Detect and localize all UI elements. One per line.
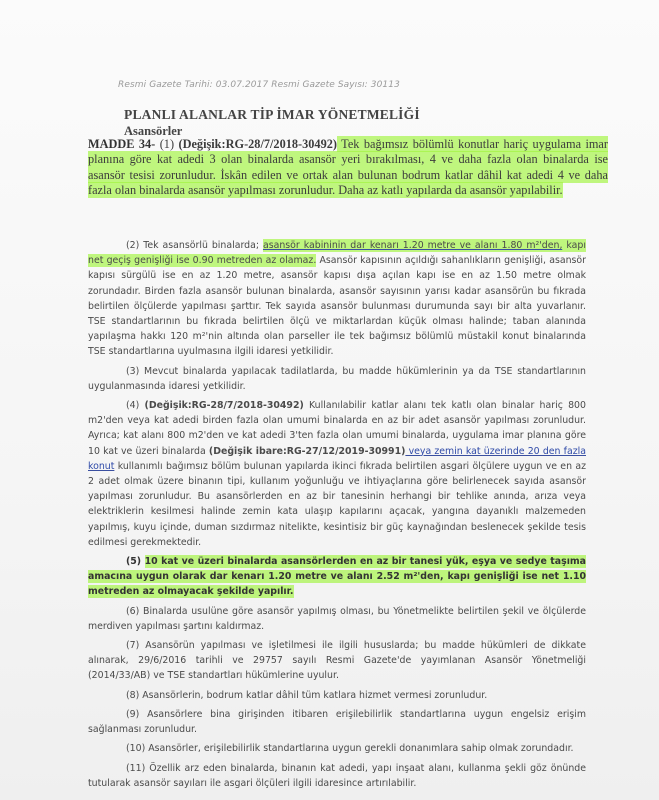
regulation-title: PLANLI ALANLAR TİP İMAR YÖNETMELİĞİ: [124, 107, 420, 122]
article-34-paragraph-1: [88, 137, 608, 199]
gazette-info: Resmi Gazete Tarihi: 03.07.2017 Resmi Gazete Sayısı: 30113: [118, 80, 400, 90]
amendment-note: (Değişik ibare:RG-27/12/2019-30991): [208, 445, 406, 457]
paragraph-5: (5) 10 kat ve üzeri binalarda asansörlerden en az bir tanesi yük, eşya ve sedye taşıma amacına uygun olarak dar kenarı 1.20 metre ve alanı 2.52 m²'den, kapı genişliği ise net 1.10 metreden az olmayacak şekilde yapılır.: [88, 556, 587, 598]
highlighted-text: Tek bağımsız bölümlü konutlar hariç uygulama imar planına göre kat adedi 3 olan binalarda asansör yeri bırakılması, 4 ve daha fazla olan binalarda ise asansör tesisi zorunludur. İskân edilen ve ortak alan bulunan bodrum katlar dâhil kat adedi 4 ve daha fazla olan binalarda asansör yapılması zorunludur. Daha az katlı yapılarda da asansör yapılabilir.: [88, 137, 608, 198]
article-label: MADDE 34-: [88, 137, 156, 151]
paragraph-9: (9) Asansörlere bina girişinden itibaren erişilebilirlik standartlarına uygun engelsiz erişim sağlanması zorunludur.: [88, 708, 586, 736]
paragraph-6: (6) Binalarda usulüne göre asansör yapılmış olması, bu Yönetmelikte belirtilen şekil ve ölçülerde merdiven yapılması şartını kaldırmaz.: [88, 605, 586, 632]
highlighted-text: kapı net geçiş genişliği ise 0.90 metreden az olamaz.: [88, 240, 586, 267]
paragraph-3: (3) Mevcut binalarda yapılacak tadilatlarda, bu madde hükümlerinin ya da TSE standartlarının uygulanmasında idaresi yetkilidir.: [88, 365, 586, 392]
paragraph-number: (1): [155, 137, 179, 151]
section-heading: Asansörler: [124, 124, 183, 138]
article-body: [88, 238, 586, 795]
amendment-note: (Değişik:RG-28/7/2018-30492): [178, 137, 337, 151]
amended-phrase: veya zemin kat üzerinde 20 den fazla konut: [88, 445, 586, 472]
paragraph-2: (2) Tek asansörlü binalarda; asansör kabininin dar kenarı 1.20 metre ve alanı 1.80 m²'den, kapı net geçiş genişliği ise 0.90 metreden az olamaz. Asansör kapısının açıldığı sahanlıkların genişliği, asansör kapısı sürgülü ise en az 1.20 metre, asansör kapısı dışa açılan kapı ise en az 1.50 metre olmak zorundadır. Birden fazla asansör bulunan binalarda, asansör sayısının yarısı kadar asansörün bu fıkrada belirtilen ölçülerde yapılması şarttır. Tek sayıda asansör bulunması durumunda sayı bir alta yuvarlanır. TSE standartlarının bu fıkrada belirtilen ölçü ve miktarlardan küçük olması halinde; taban alanında yapılaşma hakkı 120 m²'nin altında olan parseller ile tek bağımsız bölümlü müstakil konut binalarında TSE standartlarına uyulmasına ilgili idaresi yetkilidir.: [88, 240, 586, 358]
paragraph-4: (4) (Değişik:RG-28/7/2018-30492) Kullanılabilir katlar alanı tek katlı olan binalar hariç 800 m2'den veya kat adedi birden fazla olan umumi binalarda en az bir adet asansör yapılması zorunludur. Ayrıca; kat alanı 800 m2'den ve kat adedi 3'ten fazla olan umumi binalarda, uygulama imar planına göre 10 kat ve üzeri binalarda (Değişik ibare:RG-27/12/2019-30991) veya zemin kat üzerinde 20 den fazla konut kullanımlı bağımsız bölüm bulunan yapılarda ikinci fıkrada belirtilen asgari ölçülere uygun ve en az 2 adet olmak üzere binanın tipi, kullanım yoğunluğu ve ihtiyaçlarına göre belirlenecek sayıda asansör yapılması zorunludur. Bu asansörlerden en az bir tanesinin herhangi bir tehlike anında, arıza veya elektriklerin kesilmesi halinde zemin kata ulaşıp kapılarını açacak, yangına dayanıklı malzemeden yapılmış, kuyu içinde, duman sızdırmaz nitelikte, kesintisiz bir güç kaynağından beslenecek şekilde tesis edilmesi gerekmektedir.: [88, 400, 586, 548]
paragraph-10: (10) Asansörler, erişilebilirlik standartlarına uygun gerekli donanımlara sahip olmak zorundadır.: [126, 743, 574, 755]
paragraph-11: (11) Özellik arz eden binalarda, binanın kat adedi, yapı inşaat alanı, kullanma şekli göz önünde tutularak asansör sayıları ile asgari ölçüleri ilgili idaresince artırılabilir.: [88, 762, 586, 789]
paragraph-7: (7) Asansörün yapılması ve işletilmesi ile ilgili hususlarda; bu madde hükümleri de dikkate alınarak, 29/6/2016 tarihli ve 29757 sayılı Resmi Gazete'de yayımlanan Asansör Yönetmeliği (2014/33/AB) ve TSE standartları hükümlerine uyulur.: [88, 640, 586, 682]
highlighted-text: 10 kat ve üzeri binalarda asansörlerden en az bir tanesi yük, eşya ve sedye taşıma amacına uygun olarak dar kenarı 1.20 metre ve alanı 2.52 m²'den, kapı genişliği ise net 1.10 metreden az olmayacak şekilde yapılır.: [88, 556, 587, 598]
paragraph-8: (8) Asansörlerin, bodrum katlar dâhil tüm katlara hizmet vermesi zorunludur.: [126, 689, 488, 701]
amendment-note: (Değişik:RG-28/7/2018-30492): [144, 400, 304, 412]
highlighted-underlined-text: asansör kabininin dar kenarı 1.20 metre ve alanı 1.80 m²'den,: [262, 240, 563, 251]
